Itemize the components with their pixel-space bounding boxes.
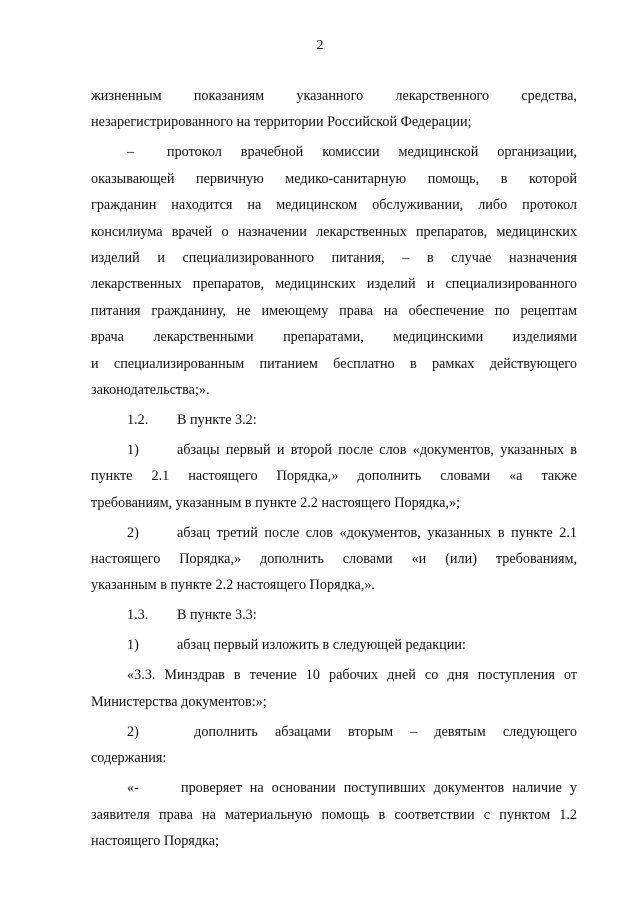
line-text: гражданин находится на медицинском обслуживании, либо протокол: [91, 197, 577, 214]
word: (или): [445, 551, 477, 568]
list-marker: 1): [127, 441, 139, 458]
word: и: [157, 249, 165, 266]
word: специализированного: [182, 249, 314, 266]
word: 2.1: [151, 468, 170, 485]
list-marker: –: [127, 144, 135, 161]
word: изделиями: [512, 329, 577, 346]
paragraph: [91, 775, 577, 854]
text-line: [91, 632, 577, 658]
text-line: [91, 662, 577, 688]
line-text: лекарственных препаратов, медицинских изделий и специализированного: [91, 276, 577, 293]
text-line: [91, 689, 577, 715]
word: пункте: [91, 468, 133, 485]
word: дополнить: [194, 723, 258, 740]
line-text: абзац первый изложить в следующей редакции:: [177, 637, 466, 654]
word: первичную: [196, 170, 264, 187]
paragraph: [91, 602, 577, 628]
text-line: [91, 377, 577, 403]
line-text: и специализированным питанием бесплатно в рамках действующего: [91, 355, 577, 372]
text-line: [91, 775, 577, 801]
text-line: [91, 520, 577, 546]
list-marker: 1.3.: [127, 607, 149, 624]
word: настоящего: [188, 468, 258, 485]
text-line: [91, 109, 577, 135]
word: препаратами,: [283, 329, 364, 346]
word: врача: [91, 329, 124, 346]
paragraph: [91, 407, 577, 433]
text-line: [91, 351, 577, 377]
document-body: [91, 83, 577, 854]
word: девятым: [434, 723, 486, 740]
word: жизненным: [91, 88, 162, 104]
word: изделий: [91, 249, 140, 266]
paragraph: [91, 662, 577, 715]
text-line: [91, 324, 577, 350]
word: –: [402, 249, 410, 266]
word: дополнить: [357, 468, 422, 485]
word: также: [541, 468, 577, 485]
line-text: протокол врачебной комиссии медицинской организации,: [167, 144, 577, 161]
text-line: [91, 166, 577, 192]
paragraph: [91, 437, 577, 516]
word: словами: [342, 551, 393, 568]
text-line: [91, 219, 577, 245]
text-line: [91, 139, 577, 165]
word: средства,: [521, 88, 577, 104]
paragraph: [91, 719, 577, 772]
text-line: [91, 828, 577, 854]
word: в: [426, 249, 434, 266]
text-line: [91, 719, 577, 745]
line-text: незарегистрированного на территории Российской Федерации;: [91, 114, 472, 131]
list-marker: 1.2.: [127, 411, 149, 428]
line-text: содержания:: [91, 750, 167, 767]
line-text: «3.3. Минздрав в течение 10 рабочих дней со дня поступления от: [127, 667, 577, 684]
paragraph: [91, 139, 577, 403]
text-line: [91, 437, 577, 463]
word: показаниям: [193, 88, 265, 104]
line-text: требованиям, указанным в пункте 2.2 настоящего Порядка,»;: [91, 494, 461, 511]
word: абзацами: [275, 723, 331, 740]
line-text: настоящего Порядка;: [91, 832, 219, 849]
word: указанного: [296, 88, 364, 104]
line-text: абзац третий после слов «документов, указанных в пункте 2.1: [177, 524, 577, 541]
word: назначения: [509, 249, 577, 266]
line-text: питания гражданину, не имеющему права на обеспечение по рецептам: [91, 302, 577, 319]
text-line: [91, 407, 577, 433]
text-line: [91, 572, 577, 598]
word: медико-санитарную: [285, 170, 407, 187]
line-text: проверяет на основании поступивших документов наличие у: [181, 780, 577, 797]
paragraph: [91, 520, 577, 599]
word: оказывающей: [91, 170, 175, 187]
word: питания,: [331, 249, 385, 266]
line-text: В пункте 3.2:: [177, 411, 257, 428]
word: которой: [529, 170, 577, 187]
line-text: Министерства документов:»;: [91, 693, 267, 710]
word: настоящего: [91, 551, 161, 568]
list-marker: 2): [127, 524, 139, 541]
word: Порядка,»: [276, 468, 339, 485]
line-text: заявителя права на материальную помощь в соответствии с пунктом 1.2: [91, 806, 577, 823]
word: в: [500, 170, 508, 187]
word: случае: [451, 249, 492, 266]
word: дополнить: [260, 551, 324, 568]
text-line: [91, 271, 577, 297]
text-line: [91, 83, 577, 109]
line-text: В пункте 3.3:: [177, 607, 257, 624]
text-line: [91, 546, 577, 572]
text-line: [91, 802, 577, 828]
word: Порядка,»: [179, 551, 242, 568]
line-text: консилиума врачей о назначении лекарственных препаратов, медицинских: [91, 223, 577, 240]
word: медицинскими: [393, 329, 484, 346]
text-line: [91, 602, 577, 628]
list-marker: 2): [127, 723, 139, 740]
list-marker: «-: [127, 780, 139, 797]
word: требованиям,: [495, 551, 577, 568]
text-line: [91, 463, 577, 489]
text-line: [91, 298, 577, 324]
list-marker: 1): [127, 637, 139, 654]
paragraph: [91, 83, 577, 136]
word: вторым: [348, 723, 394, 740]
text-line: [91, 490, 577, 516]
text-line: [91, 745, 577, 771]
word: –: [410, 723, 418, 740]
text-line: [91, 245, 577, 271]
word: лекарственными: [153, 329, 254, 346]
word: помощь,: [427, 170, 480, 187]
line-text: законодательства;».: [91, 381, 210, 398]
line-text: указанным в пункте 2.2 настоящего Порядка,».: [91, 577, 375, 594]
word: лекарственного: [395, 88, 490, 104]
word: «а: [509, 468, 523, 485]
line-text: абзацы первый и второй после слов «документов, указанных в: [177, 441, 577, 458]
word: словами: [440, 468, 491, 485]
word: следующего: [502, 723, 577, 740]
page-number: 2: [316, 38, 324, 53]
word: «и: [411, 551, 427, 568]
paragraph: [91, 632, 577, 658]
text-line: [91, 192, 577, 218]
